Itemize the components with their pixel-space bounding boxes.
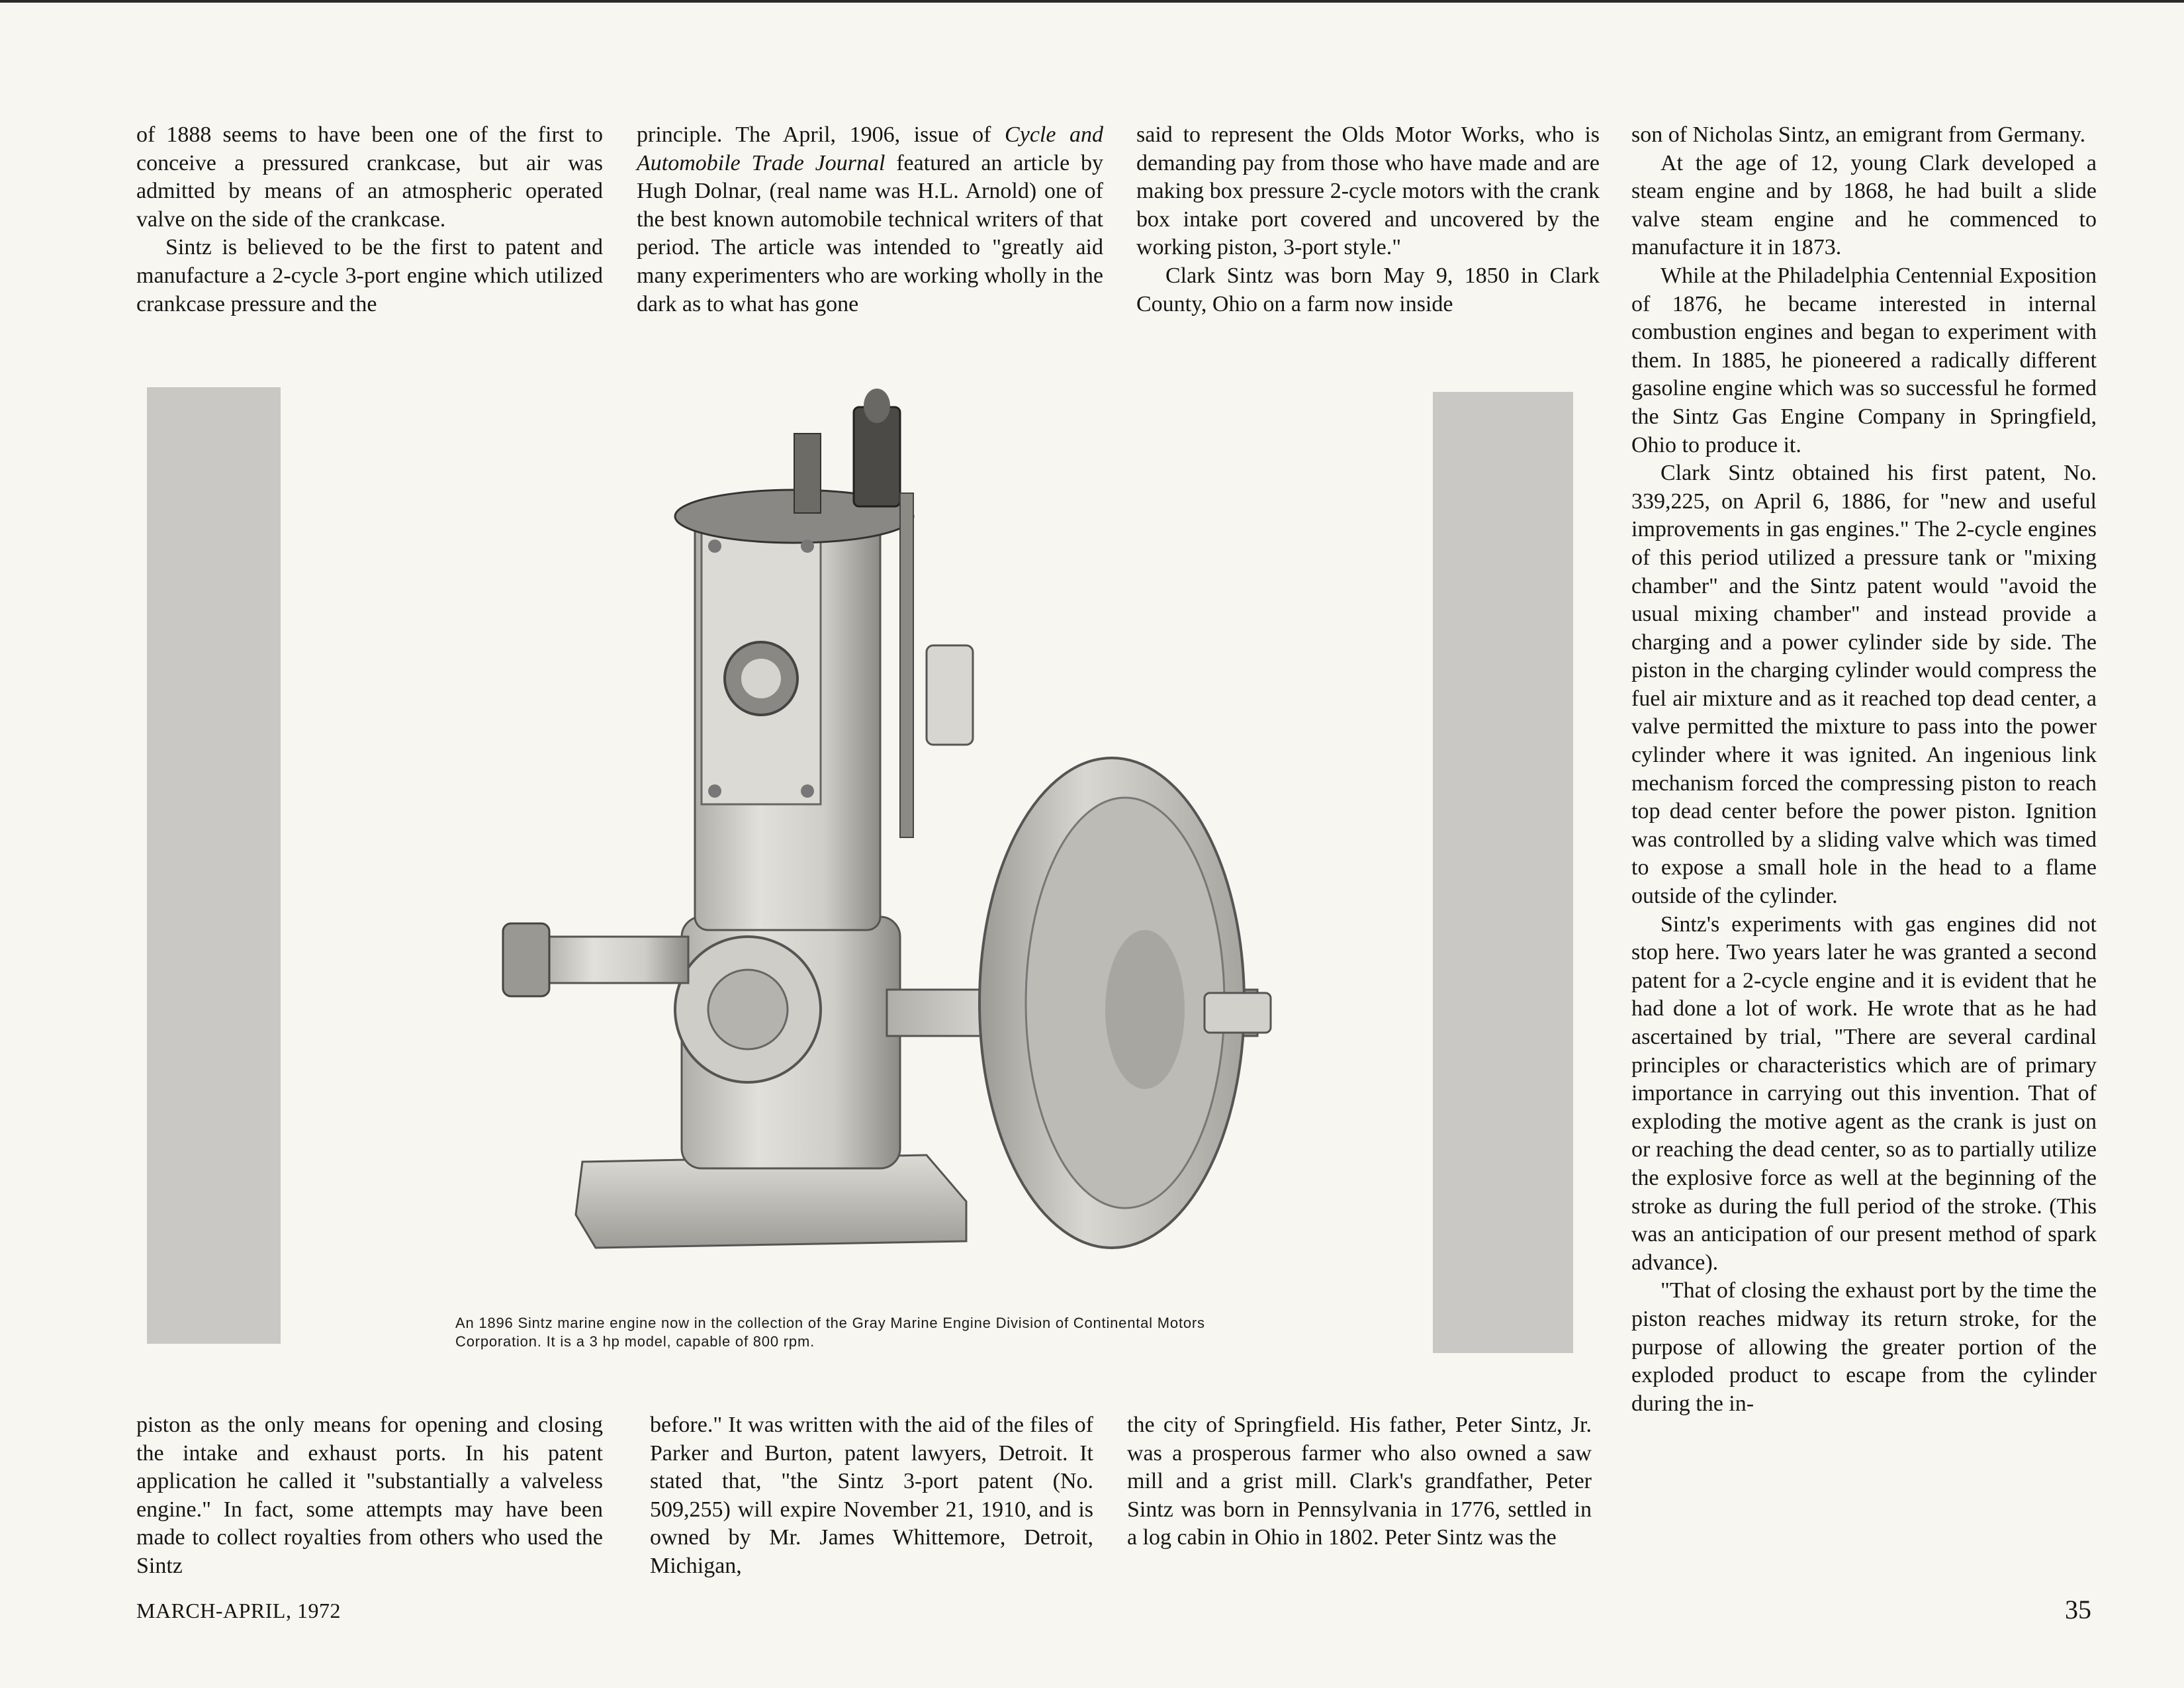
gray-block-right — [1433, 392, 1573, 1353]
paragraph: Clark Sintz was born May 9, 1850 in Clark County, Ohio on a farm now inside — [1136, 263, 1600, 316]
paragraph: Sintz is believed to be the first to patent and manufacture a 2-cycle 3-port engine which utilized crankcase pressure and the — [136, 235, 603, 316]
paragraph: of 1888 seems to have been one of the first to conceive a pressured crankcase, but air was admitted by means of an atmospheric operated valve on the side of the crankcase. — [136, 122, 603, 232]
paragraph: "That of closing the exhaust port by the time the piston reaches midway its return stroke, for the purpose of allowing the greater portion of the exploded product to escape from the cylinder during the in- — [1631, 1278, 2097, 1416]
issue-date: MARCH-APRIL, 1972 — [136, 1599, 341, 1622]
paragraph: Sintz's experiments with gas engines did not stop here. Two years later he was granted a second patent for a 2-cycle engine and it is evident that he had done a lot of work. He wrote that as he had ascertained by trial, "There are several cardinal principles or characteristics which are of primary importance in carrying out this invention. That of exploding the motive agent as the crank is just on or reaching the dead center, so as to partially utilize the explosive force as well at the beginning of the stroke as during the full period of the stroke. (This was an anticipation of our present method of spark advance). — [1631, 912, 2097, 1275]
column-2-bottom — [650, 1411, 1093, 1581]
column-1-top — [136, 121, 603, 318]
column-3-bottom — [1127, 1411, 1592, 1552]
page-number: 35 — [2065, 1595, 2091, 1624]
paragraph: At the age of 12, young Clark developed a steam engine and by 1868, he had built a slide valve steam engine and he commenced to manufacture it in 1873. — [1631, 150, 2097, 260]
paragraph: the city of Springfield. His father, Peter Sintz, Jr. was a prosperous farmer who also owned a saw mill and a grist mill. Clark's grandfather, Peter Sintz was born in Pennsylvania in 1776, settled in a log cabin in Ohio in 1802. Peter Sintz was the — [1127, 1413, 1592, 1550]
paragraph: Clark Sintz obtained his first patent, No. 339,225, on April 6, 1886, for "new and useful improvements in gas engines." The 2-cycle engines of this period utilized a pressure tank or "mixing chamber" and the Sintz patent would "avoid the usual mixing chamber" and instead provide a charging and a power cylinder side by side. The piston in the charging cylinder would compress the fuel air mixture and as it reached top dead center, a valve permitted the mixture to pass into the power cylinder where it was ignited. An ingenious link mechanism forced the compressing piston to reach top dead center before the power piston. Ignition was controlled by a sliding valve which was timed to expose a small hole in the head to a flame outside of the cylinder. — [1631, 461, 2097, 909]
column-3-top — [1136, 121, 1600, 318]
journal-title: Cycle and Automobile Trade Journal — [637, 122, 1103, 175]
paragraph: said to represent the Olds Motor Works, who is demanding pay from those who have made and are making box pressure 2-cycle motors with the crank box intake port covered and uncovered by the working piston, 3-port style." — [1136, 122, 1600, 260]
engine-photo — [463, 367, 1310, 1307]
paragraph: piston as the only means for opening and closing the intake and exhaust ports. In his patent application he called it "substantially a valveless engine." In fact, some attempts may have been made to collect royalties from others who used the Sintz — [136, 1413, 603, 1578]
photo-caption: An 1896 Sintz marine engine now in the collection of the Gray Marine Engine Division of Continental Motors Corporation. It is a 3 hp model, capable of 800 rpm. — [455, 1315, 1205, 1350]
column-2-top — [637, 121, 1103, 318]
paragraph: While at the Philadelphia Centennial Exposition of 1876, he became interested in internal combustion engines and began to experiment with them. In 1885, he pioneered a radically different gasoline engine which was so successful he formed the Sintz Gas Engine Company in Springfield, Ohio to produce it. — [1631, 263, 2097, 457]
column-1-bottom — [136, 1411, 603, 1581]
page-edge — [0, 0, 2184, 3]
paragraph: son of Nicholas Sintz, an emigrant from Germany. — [1631, 122, 2086, 147]
gray-block-left — [147, 387, 281, 1344]
column-4 — [1631, 121, 2097, 1418]
paragraph: before." It was written with the aid of the files of Parker and Burton, patent lawyers, Detroit. It stated that, "the Sintz 3-port patent (No. 509,255) will expire November 21, 1910, and is owned by Mr. James Whittemore, Detroit, Michigan, — [650, 1413, 1093, 1578]
paragraph: principle. The April, 1906, issue of Cycle and Automobile Trade Journal featured an article by Hugh Dolnar, (real name was H.L. Arnold) one of the best known automobile technical writers of that period. The article was intended to "greatly aid many experimenters who are working wholly in the dark as to what has gone — [637, 122, 1103, 316]
